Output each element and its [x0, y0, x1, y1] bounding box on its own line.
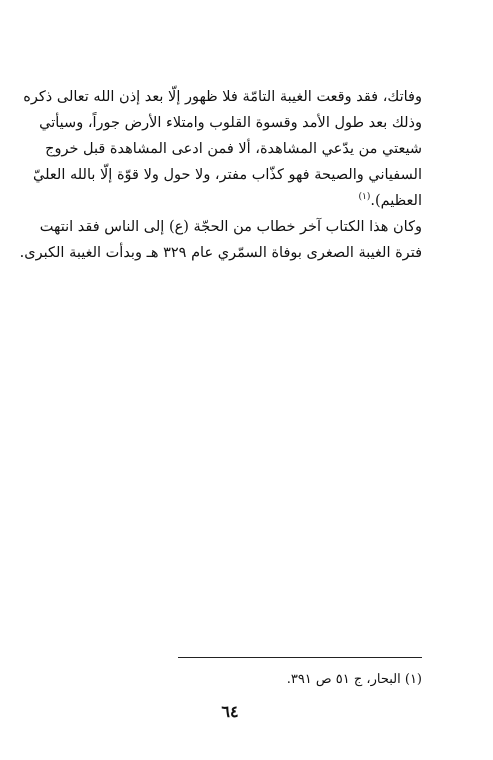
text-line: شيعتي من يدّعي المشاهدة، ألا فمن ادعى المشاهدة قبل خروج: [45, 141, 422, 157]
footnote-separator: [178, 657, 422, 658]
main-text-block: [19, 84, 422, 266]
text-line: السفياني والصيحة فهو كذّاب مفتر، ولا حول ولا قوّة إلّا بالله العليّ: [33, 167, 422, 183]
footnote: (١) البحار، ج ٥١ ص ٣٩١.: [286, 672, 422, 687]
text-line-last: فترة الغيبة الصغرى بوفاة السمّري عام ٣٢٩ هـ وبدأت الغيبة الكبرى.: [19, 245, 422, 261]
footnote-reference-marker: (١): [358, 192, 371, 203]
text-line-content: العظيم).: [370, 193, 422, 209]
text-line: وذلك بعد طول الأمد وقسوة القلوب وامتلاء الأرض جوراً، وسيأتي: [39, 115, 422, 131]
text-line: وفاتك، فقد وقعت الغيبة التامّة فلا ظهور إلّا بعد إذن الله تعالى ذكره: [23, 89, 422, 105]
text-line: وكان هذا الكتاب آخر خطاب من الحجّة (ع) إلى الناس فقد انتهت: [39, 219, 422, 235]
text-line-last: [62, 188, 422, 214]
page-number: ٦٤: [221, 702, 239, 721]
